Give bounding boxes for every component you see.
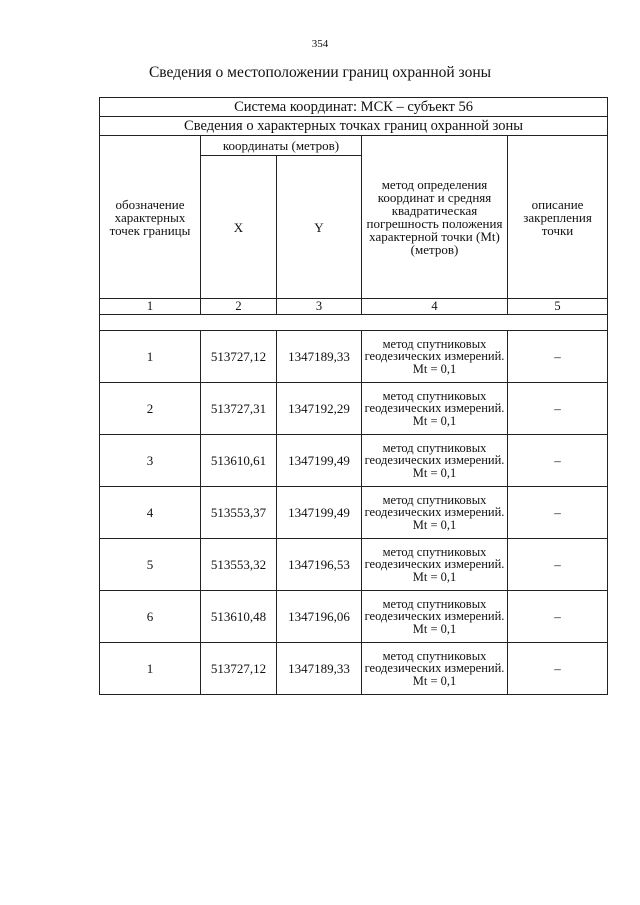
x-coordinate-cell: 513610,48 [201,591,277,643]
x-coordinate-cell: 513727,31 [201,383,277,435]
column-number: 5 [508,299,608,315]
table-row [100,487,608,539]
table-row [100,539,608,591]
description-cell: – [508,435,608,487]
column-number: 2 [201,299,277,315]
description-cell: – [508,539,608,591]
y-coordinate-cell: 1347189,33 [277,331,362,383]
table-row [100,591,608,643]
header-description: описание закрепления точки [508,136,608,299]
y-coordinate-cell: 1347189,33 [277,643,362,695]
point-cell: 6 [100,591,201,643]
header-y: Y [277,156,362,299]
section-title-row [100,117,608,136]
description-cell: – [508,643,608,695]
spacer-row [100,315,608,331]
header-coordinates: координаты (метров) [201,136,362,156]
column-number: 4 [362,299,508,315]
coordinate-system-row [100,98,608,117]
section-title-cell: Сведения о характерных точках границ охранной зоны [100,117,608,136]
y-coordinate-cell: 1347196,53 [277,539,362,591]
x-coordinate-cell: 513727,12 [201,643,277,695]
table-row [100,383,608,435]
method-cell: метод спутниковых геодезических измерений. Mt = 0,1 [362,643,508,695]
header-row-top [100,136,608,156]
method-cell: метод спутниковых геодезических измерений. Mt = 0,1 [362,435,508,487]
point-cell: 1 [100,331,201,383]
column-numbers-row [100,299,608,315]
point-cell: 1 [100,643,201,695]
table-row [100,331,608,383]
description-cell: – [508,383,608,435]
description-cell: – [508,591,608,643]
x-coordinate-cell: 513553,32 [201,539,277,591]
column-number: 3 [277,299,362,315]
point-cell: 5 [100,539,201,591]
method-cell: метод спутниковых геодезических измерений. Mt = 0,1 [362,331,508,383]
method-cell: метод спутниковых геодезических измерений. Mt = 0,1 [362,591,508,643]
y-coordinate-cell: 1347196,06 [277,591,362,643]
table-row [100,643,608,695]
method-cell: метод спутниковых геодезических измерений. Mt = 0,1 [362,383,508,435]
description-cell: – [508,487,608,539]
coordinate-system-cell: Система координат: МСК – субъект 56 [100,98,608,117]
x-coordinate-cell: 513727,12 [201,331,277,383]
point-cell: 4 [100,487,201,539]
spacer-cell [100,315,608,331]
header-point-designation: обозначение характерных точек границы [100,136,201,299]
x-coordinate-cell: 513610,61 [201,435,277,487]
description-cell: – [508,331,608,383]
y-coordinate-cell: 1347199,49 [277,487,362,539]
page-number: 354 [311,38,329,50]
document-title: Сведения о местоположении границ охранной зоны [148,64,492,81]
table-row [100,435,608,487]
method-cell: метод спутниковых геодезических измерений. Mt = 0,1 [362,539,508,591]
point-cell: 2 [100,383,201,435]
x-coordinate-cell: 513553,37 [201,487,277,539]
coordinates-table [99,97,608,695]
header-x: X [201,156,277,299]
column-number: 1 [100,299,201,315]
point-cell: 3 [100,435,201,487]
y-coordinate-cell: 1347199,49 [277,435,362,487]
header-method: метод определения координат и средняя квадратическая погрешность положения характерной точки (Mt) (метров) [362,136,508,299]
method-cell: метод спутниковых геодезических измерений. Mt = 0,1 [362,487,508,539]
y-coordinate-cell: 1347192,29 [277,383,362,435]
